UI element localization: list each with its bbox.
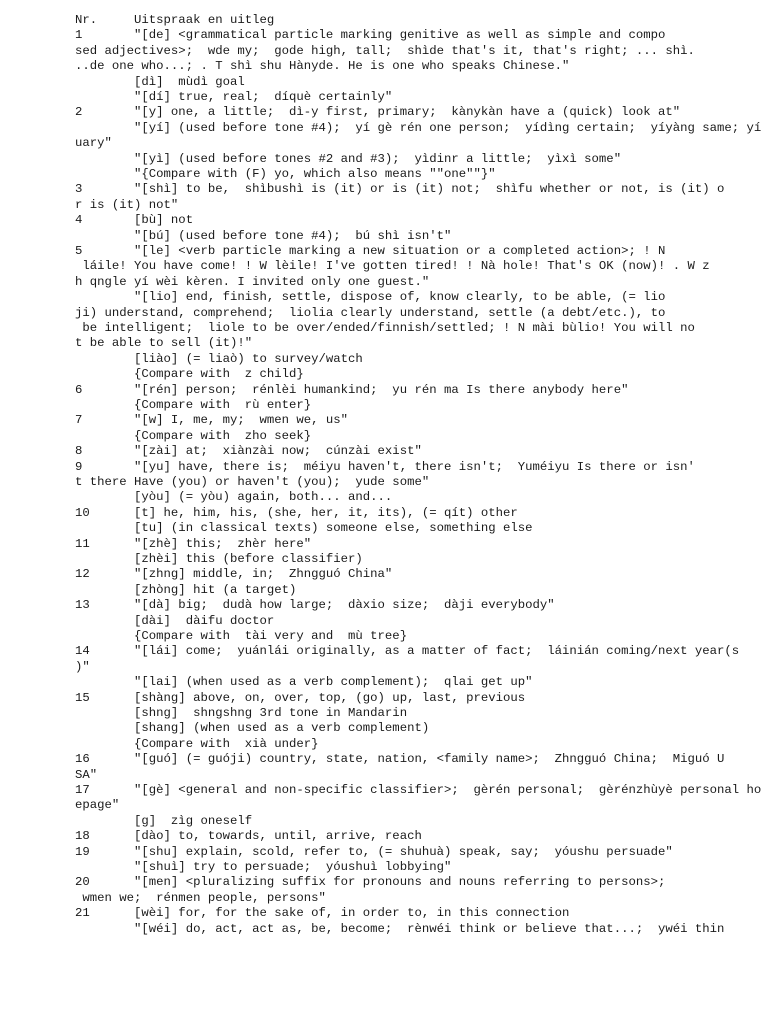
entry-line: [tu] (in classical texts) someone else, something else [75, 521, 533, 536]
entry-line: wmen we; rénmen people, persons" [75, 890, 326, 905]
entry-line: ji) understand, comprehend; liolia clearly understand, settle (a debt/etc.), to [75, 305, 666, 320]
entry-line: 14 "[lái] come; yuánlái originally, as a matter of fact; láinián coming/next year(s [75, 644, 740, 659]
entry-line: )" [75, 659, 90, 674]
entry-line: [zhèi] this (before classifier) [75, 552, 363, 566]
entry-line: 17 "[gè] <general and non-specific classifier>; gèrén personal; gèrénzhùyè personal ho [75, 783, 762, 797]
entry-line: 3 "[shì] to be, shìbushì is (it) or is (it) not; shìfu whether or not, is (it) o [75, 182, 725, 197]
entry-line: sed adjectives>; wde my; gode high, tall; shìde that's it, that's right; ... shì. [75, 43, 695, 58]
entry-line: epage" [75, 798, 120, 813]
entry-line: t be able to sell (it)!" [75, 336, 253, 351]
entry-line: 2 "[y] one, a little; dì-y first, primary; kànykàn have a (quick) look at" [75, 105, 681, 120]
header-line: Nr. Uitspraak en uitleg [75, 13, 275, 27]
entry-line: 15 [shàng] above, on, over, top, (go) up, last, previous [75, 690, 526, 705]
entry-line: be intelligent; liole to be over/ended/finnish/settled; ! N mài bùlio! You will no [75, 321, 695, 335]
entry-line: "[lai] (when used as a verb complement); qlai get up" [75, 675, 533, 690]
entry-line: 5 "[le] <verb particle marking a new situation or a completed action>; ! N [75, 244, 666, 258]
entry-line: 20 "[men] <pluralizing suffix for pronouns and nouns referring to persons>; [75, 875, 666, 890]
entry-line: ..de one who...; . T shì shu Hànyde. He is one who speaks Chinese." [75, 59, 570, 74]
entry-line: "[wéi] do, act, act as, be, become; rènwéi think or believe that...; ywéi thin [75, 921, 725, 936]
entry-line: "[yì] (used before tones #2 and #3); yìdinr a little; yìxì some" [75, 151, 622, 166]
entry-line: 10 [t] he, him, his, (she, her, it, its), (= qít) other [75, 505, 518, 520]
entry-line: {Compare with rù enter} [75, 398, 312, 412]
entry-line: 7 "[w] I, me, my; wmen we, us" [75, 413, 349, 428]
entry-line: {Compare with xià under} [75, 736, 319, 751]
entry-line: 6 "[rén] person; rénlèi humankind; yu rén ma Is there anybody here" [75, 382, 629, 397]
entry-line: [shng] shngshng 3rd tone in Mandarin [75, 706, 408, 720]
entry-line: SA" [75, 767, 98, 782]
entry-line: {Compare with tài very and mù tree} [75, 629, 408, 643]
entry-line: uary" [75, 136, 112, 151]
entry-line: "[lio] end, finish, settle, dispose of, know clearly, to be able, (= lio [75, 290, 666, 305]
entry-line: [liào] (= liaò) to survey/watch [75, 351, 363, 366]
entry-line: 11 "[zhè] this; zhèr here" [75, 536, 312, 551]
entry-line: 8 "[zài] at; xiànzài now; cúnzài exist" [75, 444, 422, 459]
entry-line: 16 "[guó] (= guóji) country, state, nation, <family name>; Zhngguó China; Miguó U [75, 752, 725, 767]
entry-line: 9 "[yu] have, there is; méiyu haven't, there isn't; Yuméiyu Is there or isn' [75, 459, 695, 474]
entry-line: 13 "[dà] big; dudà how large; dàxio size; dàji everybody" [75, 598, 555, 613]
entry-line: 12 "[zhng] middle, in; Zhngguó China" [75, 567, 393, 582]
entry-line: [dài] dàifu doctor [75, 613, 275, 628]
entry-line: "[bú] (used before tone #4); bú shì isn't" [75, 228, 452, 243]
entry-line: r is (it) not" [75, 197, 179, 212]
entry-line: {Compare with zho seek} [75, 428, 312, 443]
entry-line: {Compare with z child} [75, 367, 304, 382]
entry-line: 1 "[de] <grammatical particle marking genitive as well as simple and compo [75, 28, 666, 43]
entry-line: [g] zìg oneself [75, 813, 253, 828]
entry-line: [yòu] (= yòu) again, both... and... [75, 490, 393, 505]
entry-line: 18 [dào] to, towards, until, arrive, reach [75, 829, 422, 844]
entry-line: "[yí] (used before tone #4); yí gè rén one person; yídìng certain; yíyàng same; yí [75, 120, 762, 135]
entry-line: láile! You have come! ! W lèile! I've gotten tired! ! Nà hole! That's OK (now)! . W z [75, 259, 710, 274]
entry-line: t there Have (you) or haven't (you); yude some" [75, 475, 430, 489]
entry-line: 4 [bù] not [75, 213, 194, 228]
entry-line: "[dí] true, real; díquè certainly" [75, 90, 393, 104]
entry-line: [dì] mùdì goal [75, 74, 245, 89]
entry-line: h qngle yí wèi kèren. I invited only one guest." [75, 274, 430, 289]
entry-line: [shang] (when used as a verb complement) [75, 721, 430, 736]
entry-line: 21 [wèi] for, for the sake of, in order to, in this connection [75, 906, 570, 921]
entry-line: "{Compare with (F) yo, which also means ""one""}" [75, 167, 496, 181]
entry-line: [zhòng] hit (a target) [75, 582, 297, 597]
entry-line: "[shuì] try to persuade; yóushuì lobbying" [75, 860, 452, 874]
entry-line: 19 "[shu] explain, scold, refer to, (= shuhuà) speak, say; yóushu persuade" [75, 844, 673, 859]
